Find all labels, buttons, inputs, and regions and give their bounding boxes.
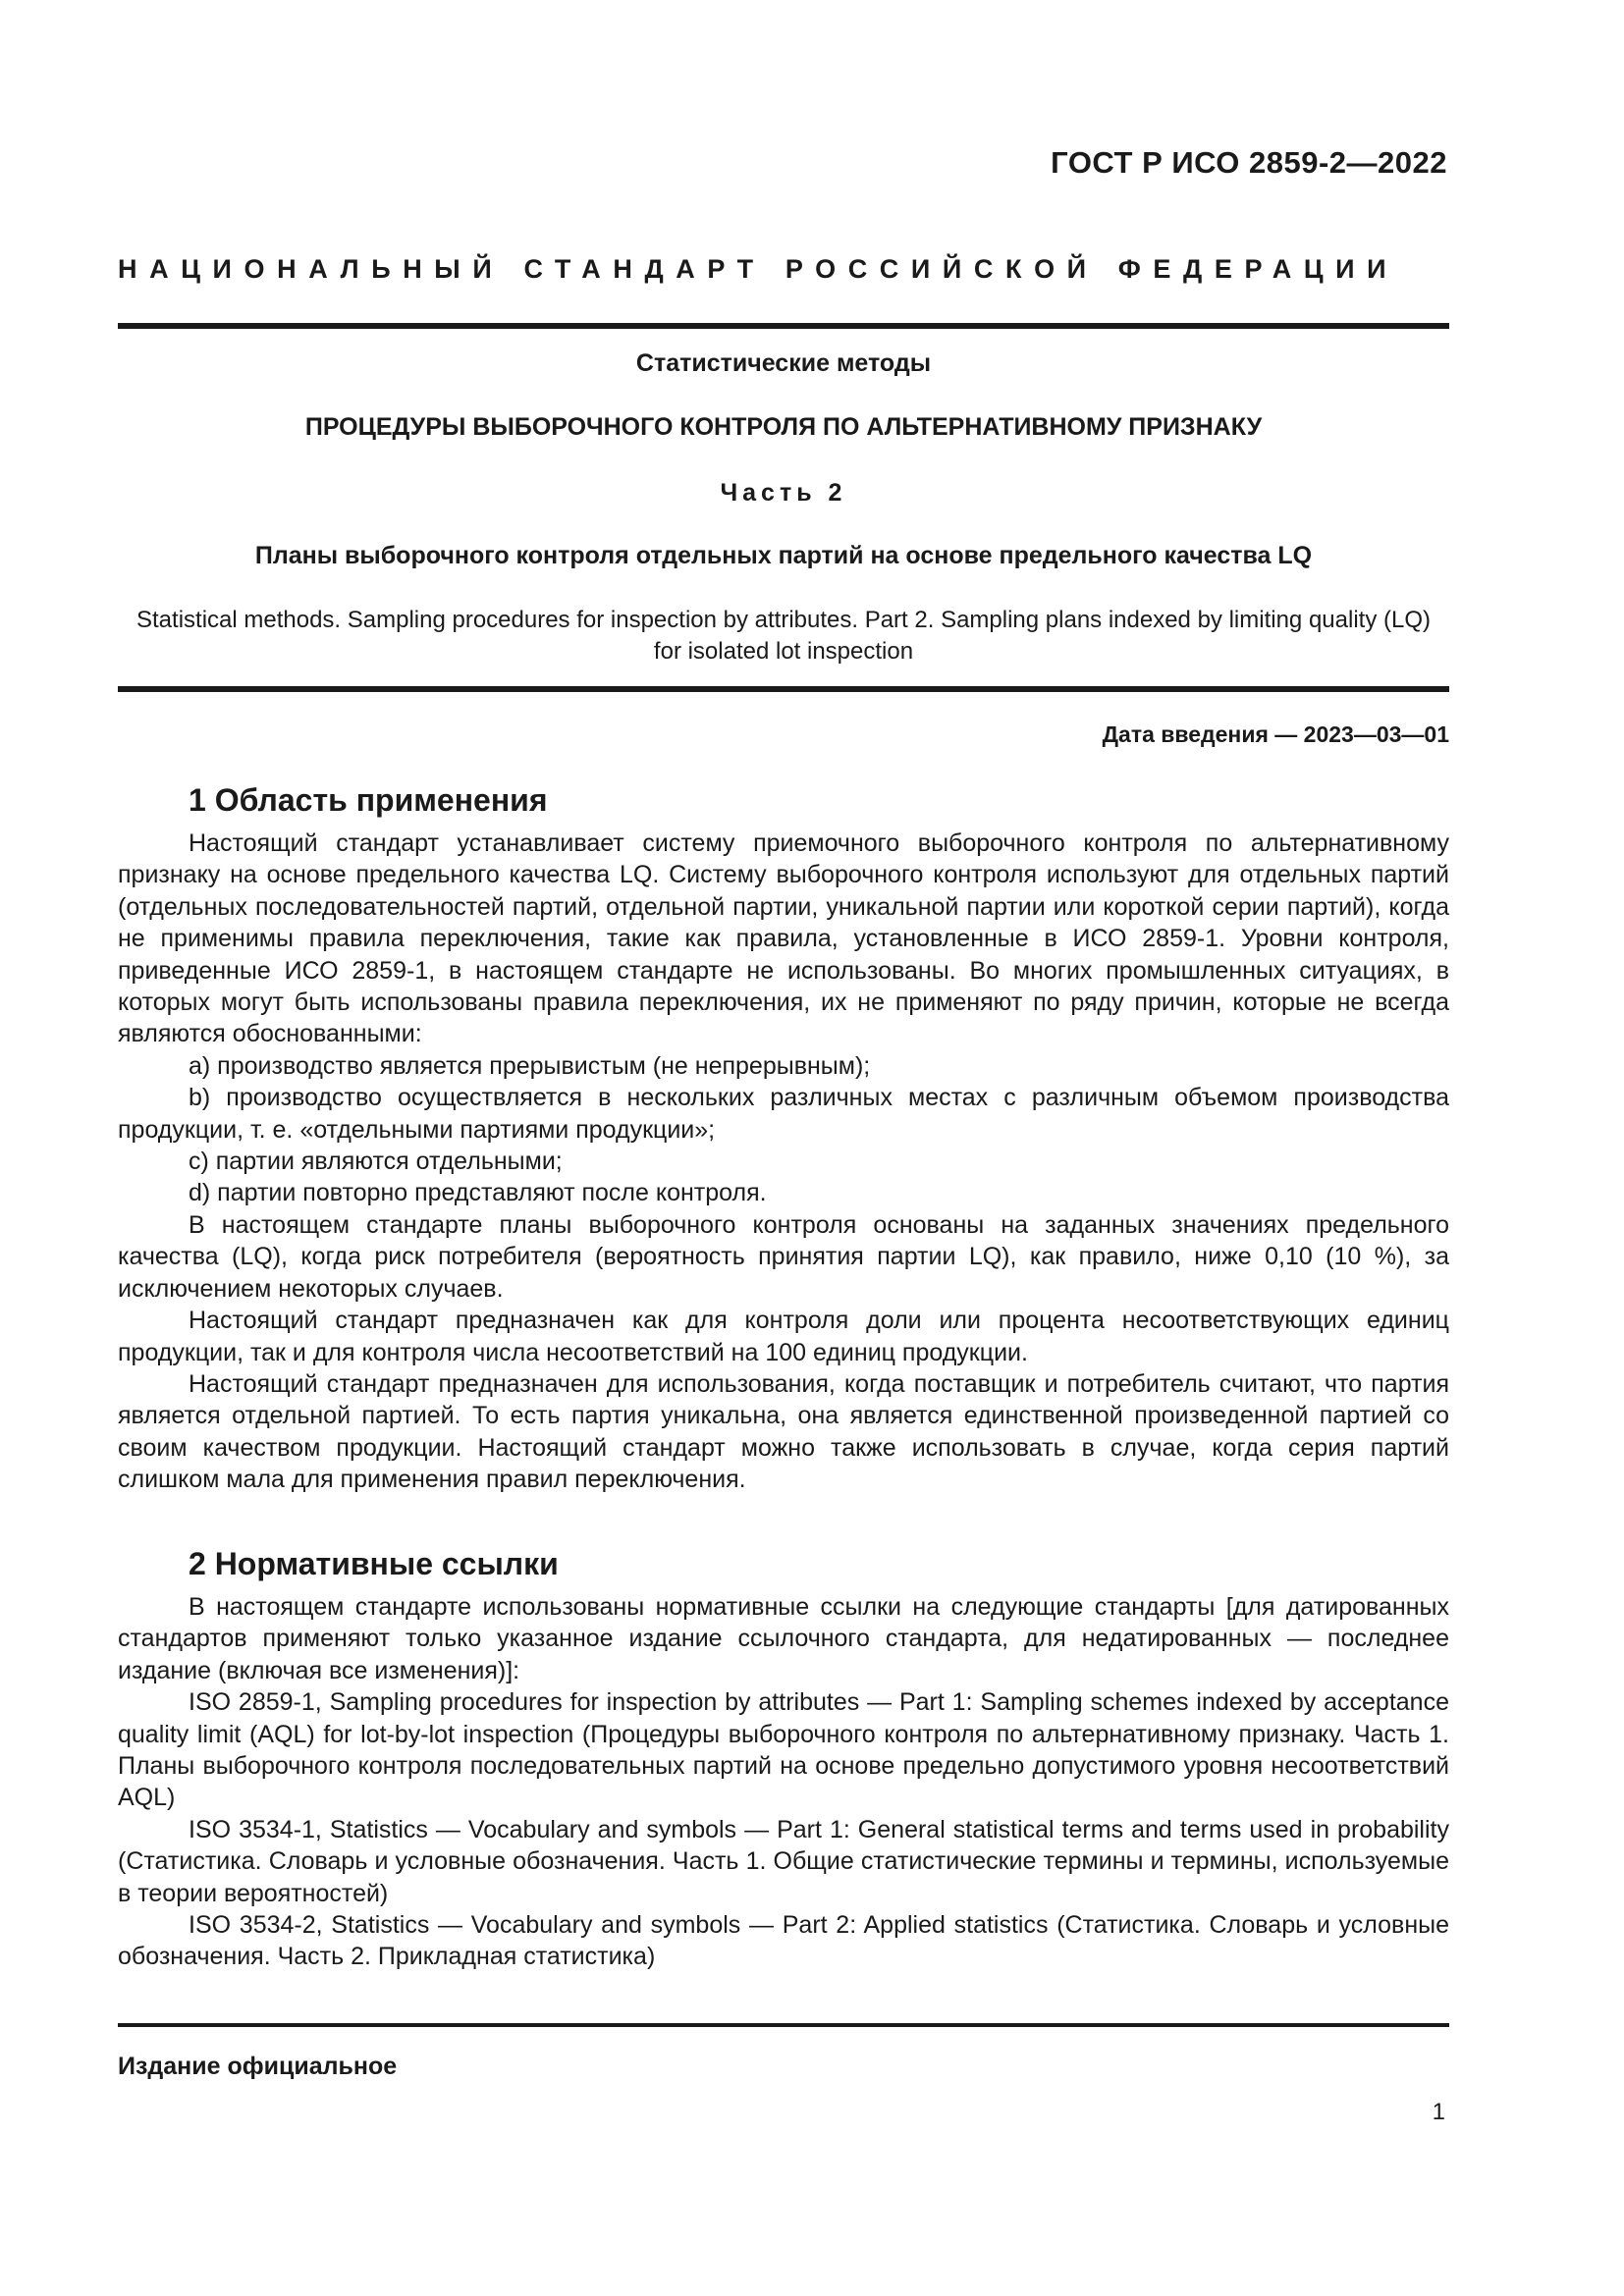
reference-item: ISO 3534-2, Statistics — Vocabulary and symbols — Part 2: Applied statistics (Статистика. Словарь и условные обозначения. Часть 2. Прикладная статистика)	[118, 1911, 1449, 1971]
top-divider	[118, 323, 1449, 329]
section-heading: 1 Область применения	[189, 782, 548, 818]
standard-designation: ГОСТ Р ИСО 2859-2—2022	[1051, 145, 1447, 180]
reference-item: ISO 3534-1, Statistics — Vocabulary and symbols — Part 1: General statistical terms and terms used in probability (Статистика. Словарь и условные обозначения. Часть 1. Общие статистические термины и термины, используемые в теории вероятностей)	[118, 1815, 1449, 1907]
document-subtitle: Планы выборочного контроля отдельных партий на основе предельного качества LQ	[254, 542, 1313, 569]
national-standard-banner: НАЦИОНАЛЬНЫЙ СТАНДАРТ РОССИЙСКОЙ ФЕДЕРАЦИИ	[118, 254, 1399, 284]
english-title: Statistical methods. Sampling procedures for inspection by attributes. Part 2. Sampling plans indexed by limiting quality (LQ) for isolated lot inspection	[136, 607, 1431, 665]
paragraph: Настоящий стандарт предназначен для использования, когда поставщик и потребитель считают, что партия является отдельной партией. То есть партия уникальна, она является единственной произведенной партией со своим качеством продукции. Настоящий стандарт можно также использовать в случае, когда серия партий слишком мала для применения правил переключения.	[118, 1369, 1449, 1494]
section-normative-references	[118, 1542, 1449, 1973]
document-title: ПРОЦЕДУРЫ ВЫБОРОЧНОГО КОНТРОЛЯ ПО АЛЬТЕРНАТИВНОМУ ПРИЗНАКУ	[304, 413, 1263, 441]
paragraph: Настоящий стандарт предназначен как для контроля доли или процента несоответствующих единиц продукции, так и для контроля числа несоответствий на 100 единиц продукции.	[118, 1307, 1449, 1366]
title-block-divider	[118, 686, 1449, 692]
subject-heading: Статистические методы	[635, 349, 932, 377]
paragraph: В настоящем стандарте планы выборочного контроля основаны на заданных значениях предельного качества (LQ), когда риск потребителя (вероятность принятия партии LQ), как правило, ниже 0,10 (10 %), за исключением некоторых случаев.	[118, 1210, 1449, 1303]
reference-item: ISO 2859-1, Sampling procedures for inspection by attributes — Part 1: Sampling schemes indexed by acceptance quality limit (AQL) for lot-by-lot inspection (Процедуры выборочного контроля по альтернативному признаку. Часть 1. Планы выборочного контроля последовательных партий на основе предельно допустимого уровня несоответствий AQL)	[118, 1688, 1449, 1812]
introduction-date: Дата введения — 2023—03—01	[1102, 721, 1449, 747]
part-label: Часть 2	[720, 479, 847, 507]
list-item: d) партии повторно представляют после контроля.	[189, 1179, 767, 1207]
paragraph: В настоящем стандарте использованы нормативные ссылки на следующие стандарты [для датированных стандартов применяют только указанное издание ссылочного стандарта, для недатированных — последнее издание (включая все изменения)]:	[118, 1593, 1449, 1684]
section-heading: 2 Нормативные ссылки	[189, 1546, 559, 1581]
list-item: b) производство осуществляется в нескольких различных местах с различным объемом производства продукции, т. е. «отдельными партиями продукции»;	[118, 1084, 1449, 1144]
official-edition-label: Издание официальное	[118, 2053, 398, 2080]
page-number: 1	[1432, 2099, 1445, 2125]
footer-divider	[118, 2023, 1449, 2027]
list-item: c) партии являются отдельными;	[189, 1148, 563, 1176]
paragraph: Настоящий стандарт устанавливает систему приемочного выборочного контроля по альтернативному признаку на основе предельного качества LQ. Систему выборочного контроля используют для отдельных партий (отдельных последовательностей партий, отдельной партии, уникальной партии или короткой серии партий), когда не применимы правила переключения, такие как правила, установленные в ИСО 2859-1. Уровни контроля, приведенные ИСО 2859-1, в настоящем стандарте не использованы. Во многих промышленных ситуациях, в которых могут быть использованы правила переключения, их не применяют по ряду причин, которые не всегда являются обоснованными:	[118, 829, 1449, 1048]
section-scope	[118, 778, 1449, 1496]
list-item: a) производство является прерывистым (не непрерывным);	[189, 1051, 871, 1080]
